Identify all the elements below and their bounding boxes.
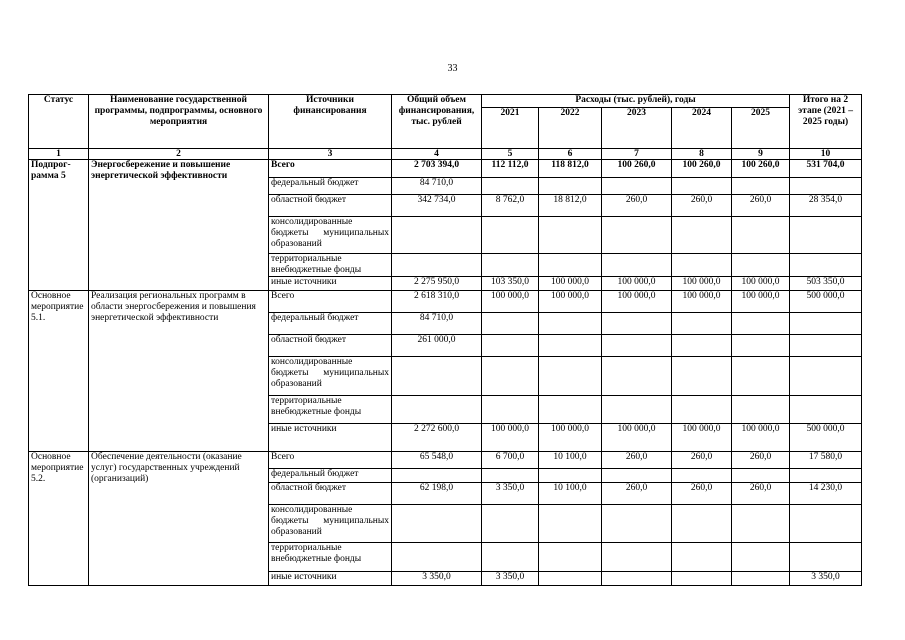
year-value-cell: [539, 217, 602, 254]
year-value-cell: [539, 505, 602, 543]
financing-table: [28, 94, 862, 586]
year-value-cell: [482, 335, 539, 357]
year-value-cell: [539, 254, 602, 277]
year-value-cell: 260,0: [602, 195, 672, 217]
total-volume-cell: [392, 254, 482, 277]
year-value-cell: [732, 572, 790, 586]
year-value-cell: 260,0: [672, 195, 732, 217]
year-value-cell: [672, 543, 732, 572]
year-value-cell: [732, 469, 790, 483]
total-volume-cell: 84 710,0: [392, 178, 482, 195]
year-value-cell: 100 000,0: [602, 291, 672, 313]
total-volume-cell: [392, 543, 482, 572]
stage-total-cell: 28 354,0: [790, 195, 862, 217]
total-volume-cell: 84 710,0: [392, 313, 482, 335]
year-value-cell: [482, 254, 539, 277]
total-volume-cell: 62 198,0: [392, 483, 482, 505]
year-value-cell: [672, 396, 732, 424]
year-value-cell: 100 000,0: [602, 277, 672, 291]
stage-total-cell: [790, 469, 862, 483]
column-number: 3: [269, 149, 392, 160]
year-value-cell: 260,0: [602, 452, 672, 469]
year-value-cell: [602, 335, 672, 357]
source-cell: консолидированные бюджеты муниципальных образований: [269, 217, 392, 254]
source-cell: консолидированные бюджеты муниципальных образований: [269, 505, 392, 543]
total-volume-cell: [392, 505, 482, 543]
source-cell: областной бюджет: [269, 335, 392, 357]
name-cell: Реализация региональных программ в области энергосбережения и повышения энергетической эффективности: [89, 291, 269, 452]
year-value-cell: [732, 357, 790, 396]
year-value-cell: [732, 217, 790, 254]
year-value-cell: 8 762,0: [482, 195, 539, 217]
stage-total-cell: [790, 543, 862, 572]
table-row: [29, 160, 862, 178]
year-value-cell: [482, 396, 539, 424]
year-value-cell: [672, 572, 732, 586]
year-value-cell: [602, 254, 672, 277]
year-value-cell: [732, 505, 790, 543]
header-sources: Источники финансирования: [269, 95, 392, 149]
source-cell: Всего: [269, 291, 392, 313]
source-cell: областной бюджет: [269, 195, 392, 217]
total-volume-cell: 261 000,0: [392, 335, 482, 357]
year-value-cell: 100 260,0: [602, 160, 672, 178]
column-number: 5: [482, 149, 539, 160]
year-value-cell: 118 812,0: [539, 160, 602, 178]
year-value-cell: 260,0: [602, 483, 672, 505]
total-volume-cell: 342 734,0: [392, 195, 482, 217]
header-year: 2023: [602, 108, 672, 149]
year-value-cell: [732, 254, 790, 277]
year-value-cell: 10 100,0: [539, 452, 602, 469]
year-value-cell: 18 812,0: [539, 195, 602, 217]
year-value-cell: [672, 254, 732, 277]
year-value-cell: [482, 543, 539, 572]
year-value-cell: [602, 178, 672, 195]
year-value-cell: [732, 178, 790, 195]
source-cell: иные источники: [269, 572, 392, 586]
source-cell: территориальные внебюджетные фонды: [269, 543, 392, 572]
header-year: 2025: [732, 108, 790, 149]
status-cell: Подпрог-рамма 5: [29, 160, 89, 291]
year-value-cell: [539, 335, 602, 357]
stage-total-cell: [790, 254, 862, 277]
year-value-cell: 260,0: [732, 452, 790, 469]
year-value-cell: [539, 357, 602, 396]
year-value-cell: [732, 543, 790, 572]
table-row: [29, 452, 862, 469]
year-value-cell: [482, 505, 539, 543]
year-value-cell: [602, 357, 672, 396]
header-year: 2021: [482, 108, 539, 149]
year-value-cell: [482, 217, 539, 254]
header-name: Наименование государственной программы, подпрограммы, основного мероприятия: [89, 95, 269, 149]
year-value-cell: [602, 469, 672, 483]
total-volume-cell: 2 618 310,0: [392, 291, 482, 313]
year-value-cell: 112 112,0: [482, 160, 539, 178]
table-row: [29, 291, 862, 313]
stage-total-cell: 17 580,0: [790, 452, 862, 469]
year-value-cell: [482, 469, 539, 483]
source-cell: территориальные внебюджетные фонды: [269, 254, 392, 277]
total-volume-cell: 3 350,0: [392, 572, 482, 586]
column-number: 4: [392, 149, 482, 160]
year-value-cell: 100 000,0: [672, 291, 732, 313]
year-value-cell: [539, 543, 602, 572]
year-value-cell: 260,0: [672, 483, 732, 505]
total-volume-cell: [392, 357, 482, 396]
stage-total-cell: [790, 313, 862, 335]
year-value-cell: 3 350,0: [482, 572, 539, 586]
source-cell: федеральный бюджет: [269, 178, 392, 195]
stage-total-cell: 500 000,0: [790, 291, 862, 313]
year-value-cell: 100 000,0: [672, 277, 732, 291]
header-stage-total: Итого на 2 этапе (2021 – 2025 годы): [790, 95, 862, 149]
year-value-cell: 100 000,0: [672, 424, 732, 452]
year-value-cell: [539, 396, 602, 424]
total-volume-cell: 2 275 950,0: [392, 277, 482, 291]
year-value-cell: [482, 313, 539, 335]
total-volume-cell: 65 548,0: [392, 452, 482, 469]
year-value-cell: [672, 469, 732, 483]
total-volume-cell: [392, 469, 482, 483]
year-value-cell: 100 000,0: [539, 424, 602, 452]
year-value-cell: [602, 543, 672, 572]
stage-total-cell: [790, 505, 862, 543]
total-volume-cell: 2 272 600,0: [392, 424, 482, 452]
status-cell: Основное мероприятие 5.2.: [29, 452, 89, 586]
year-value-cell: [602, 505, 672, 543]
year-value-cell: 100 000,0: [732, 277, 790, 291]
column-number: 7: [602, 149, 672, 160]
stage-total-cell: 503 350,0: [790, 277, 862, 291]
total-volume-cell: [392, 217, 482, 254]
stage-total-cell: [790, 335, 862, 357]
header-status: Статус: [29, 95, 89, 149]
year-value-cell: [672, 313, 732, 335]
year-value-cell: [539, 178, 602, 195]
column-number: 9: [732, 149, 790, 160]
year-value-cell: [602, 217, 672, 254]
source-cell: Всего: [269, 452, 392, 469]
year-value-cell: [539, 313, 602, 335]
year-value-cell: [672, 335, 732, 357]
year-value-cell: 260,0: [672, 452, 732, 469]
source-cell: Всего: [269, 160, 392, 178]
year-value-cell: [732, 396, 790, 424]
total-volume-cell: 2 703 394,0: [392, 160, 482, 178]
year-value-cell: [732, 313, 790, 335]
header-total-volume: Общий объем финансирования, тыс. рублей: [392, 95, 482, 149]
year-value-cell: 100 000,0: [482, 291, 539, 313]
column-number: 6: [539, 149, 602, 160]
year-value-cell: [482, 357, 539, 396]
stage-total-cell: [790, 178, 862, 195]
year-value-cell: 100 000,0: [539, 291, 602, 313]
column-number: 2: [89, 149, 269, 160]
year-value-cell: 260,0: [732, 195, 790, 217]
year-value-cell: 100 000,0: [732, 291, 790, 313]
header-year: 2022: [539, 108, 602, 149]
year-value-cell: [672, 217, 732, 254]
year-value-cell: [602, 313, 672, 335]
year-value-cell: 100 000,0: [482, 424, 539, 452]
column-number: 8: [672, 149, 732, 160]
stage-total-cell: [790, 357, 862, 396]
year-value-cell: [732, 335, 790, 357]
year-value-cell: [539, 469, 602, 483]
name-cell: Энергосбережение и повышение энергетической эффективности: [89, 160, 269, 291]
year-value-cell: 100 260,0: [732, 160, 790, 178]
stage-total-cell: 3 350,0: [790, 572, 862, 586]
year-value-cell: 100 000,0: [539, 277, 602, 291]
stage-total-cell: [790, 217, 862, 254]
year-value-cell: 10 100,0: [539, 483, 602, 505]
source-cell: федеральный бюджет: [269, 469, 392, 483]
year-value-cell: 103 350,0: [482, 277, 539, 291]
stage-total-cell: 500 000,0: [790, 424, 862, 452]
year-value-cell: 260,0: [732, 483, 790, 505]
status-cell: Основное мероприятие 5.1.: [29, 291, 89, 452]
stage-total-cell: [790, 396, 862, 424]
column-numbers-row: [29, 149, 862, 160]
year-value-cell: 6 700,0: [482, 452, 539, 469]
year-value-cell: [672, 357, 732, 396]
year-value-cell: [672, 505, 732, 543]
total-volume-cell: [392, 396, 482, 424]
source-cell: областной бюджет: [269, 483, 392, 505]
stage-total-cell: 14 230,0: [790, 483, 862, 505]
year-value-cell: [482, 178, 539, 195]
page-number: 33: [447, 63, 458, 74]
year-value-cell: [602, 396, 672, 424]
year-value-cell: 3 350,0: [482, 483, 539, 505]
year-value-cell: 100 000,0: [732, 424, 790, 452]
stage-total-cell: 531 704,0: [790, 160, 862, 178]
name-cell: Обеспечение деятельности (оказание услуг) государственных учреждений (организаций): [89, 452, 269, 586]
year-value-cell: [602, 572, 672, 586]
year-value-cell: [672, 178, 732, 195]
source-cell: иные источники: [269, 277, 392, 291]
header-year: 2024: [672, 108, 732, 149]
year-value-cell: 100 260,0: [672, 160, 732, 178]
column-number: 10: [790, 149, 862, 160]
year-value-cell: [539, 572, 602, 586]
source-cell: территориальные внебюджетные фонды: [269, 396, 392, 424]
header-expenses: Расходы (тыс. рублей), годы: [482, 95, 790, 108]
column-number: 1: [29, 149, 89, 160]
source-cell: консолидированные бюджеты муниципальных образований: [269, 357, 392, 396]
source-cell: федеральный бюджет: [269, 313, 392, 335]
source-cell: иные источники: [269, 424, 392, 452]
year-value-cell: 100 000,0: [602, 424, 672, 452]
